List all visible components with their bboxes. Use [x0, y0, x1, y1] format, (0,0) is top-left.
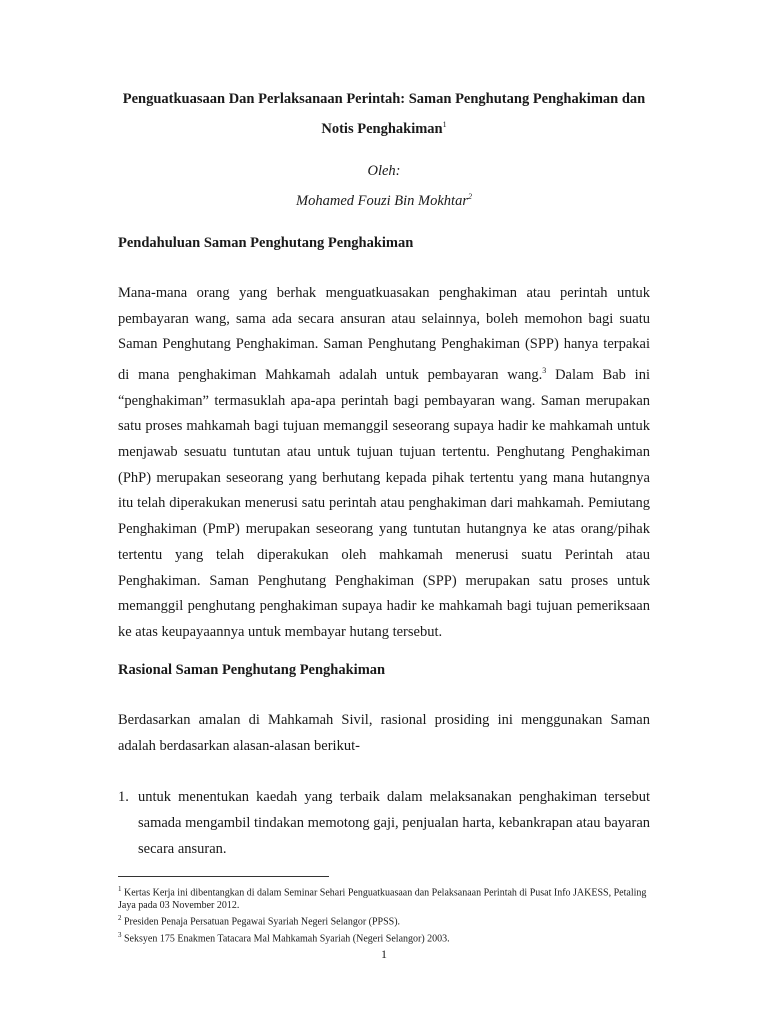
- title-line-2: [100, 112, 668, 142]
- footnote-1-mark: 1: [118, 885, 122, 893]
- list-item: [118, 784, 650, 862]
- footnote-2-text: Presiden Penaja Persatuan Pegawai Syariah Negeri Selangor (PPSS).: [121, 916, 401, 928]
- list-item-text: untuk menentukan kaedah yang terbaik dalam melaksanakan penghakiman tersebut samada mengambil tindakan memotong gaji, penjualan harta, kebankrapan atau bayaran secara ansuran.: [138, 789, 650, 857]
- author-name: Mohamed Fouzi Bin Mokhtar: [296, 192, 468, 209]
- introduction-text-part-2: Dalam Bab ini “penghakiman” termasuklah apa-apa perintah bagi pembayaran wang. Saman merupakan satu proses mahkamah bagi tujuan memanggil seseorang supaya hadir ke mahkamah untuk menjawab sesuatu tuntutan atau untuk tujuan tujuan tertentu. Penghutang Penghakiman (PhP) merupakan seseorang yang berhutang kepada pihak tertentu yang mana hutangnya itu telah diperakukan menerusi satu perintah atau penghakiman dari mahkamah. Pemiutang Penghakiman (PmP) merupakan seseorang yang tuntutan hutangnya ke atas orang/pihak tertentu yang telah diperakukan oleh mahkamah menerusi suatu Perintah atau Penghakiman. Saman Penghutang Penghakiman (SPP) merupakan satu proses untuk memanggil penghutang penghakiman supaya hadir ke mahkamah bagi tujuan pemeriksaan ke atas keupayaannya untuk membayar hutang tersebut.: [118, 366, 650, 640]
- page-number: 1: [381, 947, 387, 961]
- section-heading-introduction: Pendahuluan Saman Penghutang Penghakiman: [118, 235, 414, 251]
- byline: [100, 158, 668, 214]
- footnote-ref-2[interactable]: 2: [467, 192, 472, 201]
- footnote-1-text: Kertas Kerja ini dibentangkan di dalam Seminar Sehari Penguatkuasaan dan Pelaksanaan Perintah di Pusat Info JAKESS, Petaling Jaya pada 03 November 2012.: [118, 887, 647, 911]
- title-line-2-text: Notis Penghakiman: [321, 120, 443, 137]
- footnotes: [118, 883, 650, 946]
- title-line-1: Penguatkuasaan Dan Perlaksanaan Perintah: Saman Penghutang Penghakiman dan: [122, 91, 646, 107]
- footnote-divider: [118, 876, 329, 877]
- introduction-paragraph: [118, 281, 650, 646]
- author: [100, 184, 668, 214]
- footnote-2-mark: 2: [118, 914, 122, 923]
- list-item-number: 1.: [118, 789, 129, 805]
- footnote-3-text: Seksyen 175 Enakmen Tatacara Mal Mahkamah Syariah (Negeri Selangor) 2003.: [121, 933, 450, 945]
- footnote-ref-3[interactable]: 3: [542, 366, 547, 376]
- footnote-2: [118, 912, 650, 929]
- byline-label: Oleh:: [367, 163, 401, 179]
- rationale-paragraph: Berdasarkan amalan di Mahkamah Sivil, rasional prosiding ini menggunakan Saman adalah berdasarkan alasan-alasan berikut-: [118, 712, 650, 754]
- footnote-3: [118, 929, 650, 946]
- footnote-ref-1[interactable]: 1: [442, 120, 447, 129]
- introduction-text-part-1: Mana-mana orang yang berhak menguatkuasakan penghakiman atau perintah untuk pembayaran wang, sama ada secara ansuran atau selainnya, boleh memohon bagi suatu Saman Penghutang Penghakiman. Saman Penghutang Penghakiman (SPP) hanya terpakai di mana penghakiman Mahkamah adalah untuk pembayaran wang.: [118, 285, 650, 383]
- footnote-1: [118, 883, 650, 912]
- section-heading-rationale: Rasional Saman Penghutang Penghakiman: [118, 662, 386, 678]
- footnote-3-mark: 3: [118, 931, 122, 940]
- document-title: [100, 86, 668, 142]
